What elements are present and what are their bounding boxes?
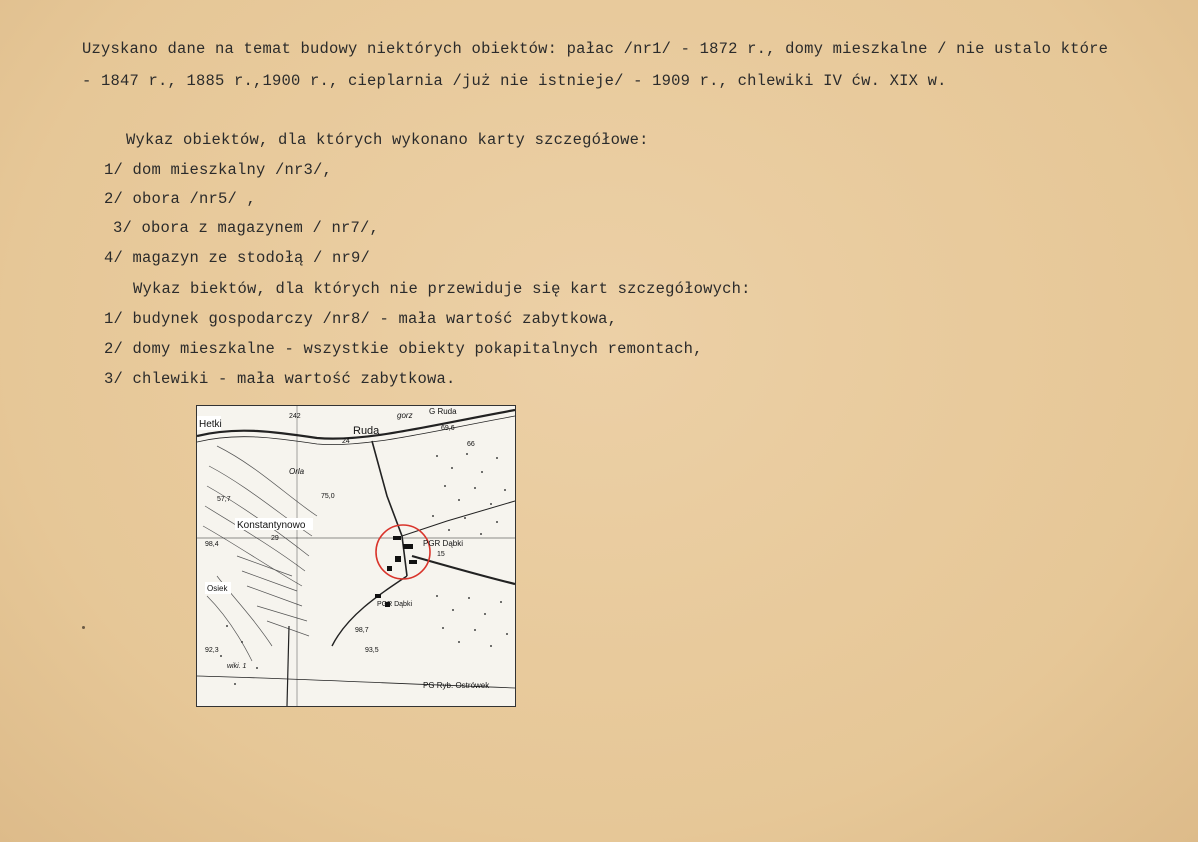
map-label: 93,5 xyxy=(365,647,379,654)
forest-dots xyxy=(220,453,508,685)
map-label: Konstantynowo xyxy=(237,520,306,531)
map-fragment xyxy=(196,405,516,707)
list1-item: 3/ obora z magazynem / nr7/, xyxy=(113,219,380,237)
intro-line-1: Uzyskano dane na temat budowy niektórych obiektów: pałac /nr1/ - 1872 r., domy mieszkalne / nie ustalo które xyxy=(82,40,1109,58)
list2-heading: Wykaz biektów, dla których nie przewiduje się kart szczegółowych: xyxy=(133,280,751,298)
map-drawing xyxy=(197,406,515,706)
map-label: gorz xyxy=(397,411,413,420)
paper-speck xyxy=(82,626,85,629)
roads xyxy=(197,406,515,706)
map-label: 242 xyxy=(289,413,301,420)
list2-item: 3/ chlewiki - mała wartość zabytkowa. xyxy=(104,370,456,388)
map-label: 15 xyxy=(437,551,445,558)
map-label: 98,7 xyxy=(355,627,369,634)
map-label: 92,3 xyxy=(205,647,219,654)
list1-item: 4/ magazyn ze stodołą / nr9/ xyxy=(104,249,371,267)
intro-line-2: - 1847 r., 1885 r.,1900 r., cieplarnia /już nie istnieje/ - 1909 r., chlewiki IV ćw. XIX w. xyxy=(82,72,947,90)
map-label: 75,0 xyxy=(321,493,335,500)
map-label: 29 xyxy=(271,535,279,542)
map-label: PGR Dąbki xyxy=(377,601,413,608)
map-label: PG Ryb. Ostrówek xyxy=(423,681,490,690)
list1-item: 1/ dom mieszkalny /nr3/, xyxy=(104,161,333,179)
map-label: 98,4 xyxy=(205,541,219,548)
map-label: 69,6 xyxy=(441,425,455,432)
map-label: 24 xyxy=(342,438,350,445)
map-label: 66 xyxy=(467,441,475,448)
list2-item: 2/ domy mieszkalne - wszystkie obiekty pokapitalnych remontach, xyxy=(104,340,703,358)
site-marker-circle xyxy=(376,525,430,579)
map-label: G Ruda xyxy=(429,407,457,416)
map-label: Osiek xyxy=(207,584,228,593)
map-label: Ruda xyxy=(353,425,380,437)
map-label: Orla xyxy=(289,467,305,476)
list1-item: 2/ obora /nr5/ , xyxy=(104,190,257,208)
field-stripes xyxy=(203,446,317,661)
map-label: Hetki xyxy=(199,419,222,430)
list2-item: 1/ budynek gospodarczy /nr8/ - mała wartość zabytkowa, xyxy=(104,310,618,328)
list1-heading: Wykaz obiektów, dla których wykonano karty szczegółowe: xyxy=(126,131,649,149)
map-label: 57,7 xyxy=(217,496,231,503)
map-label: wiki. 1 xyxy=(227,663,247,670)
map-label: PGR Dąbki xyxy=(423,539,464,548)
buildings xyxy=(375,536,417,607)
